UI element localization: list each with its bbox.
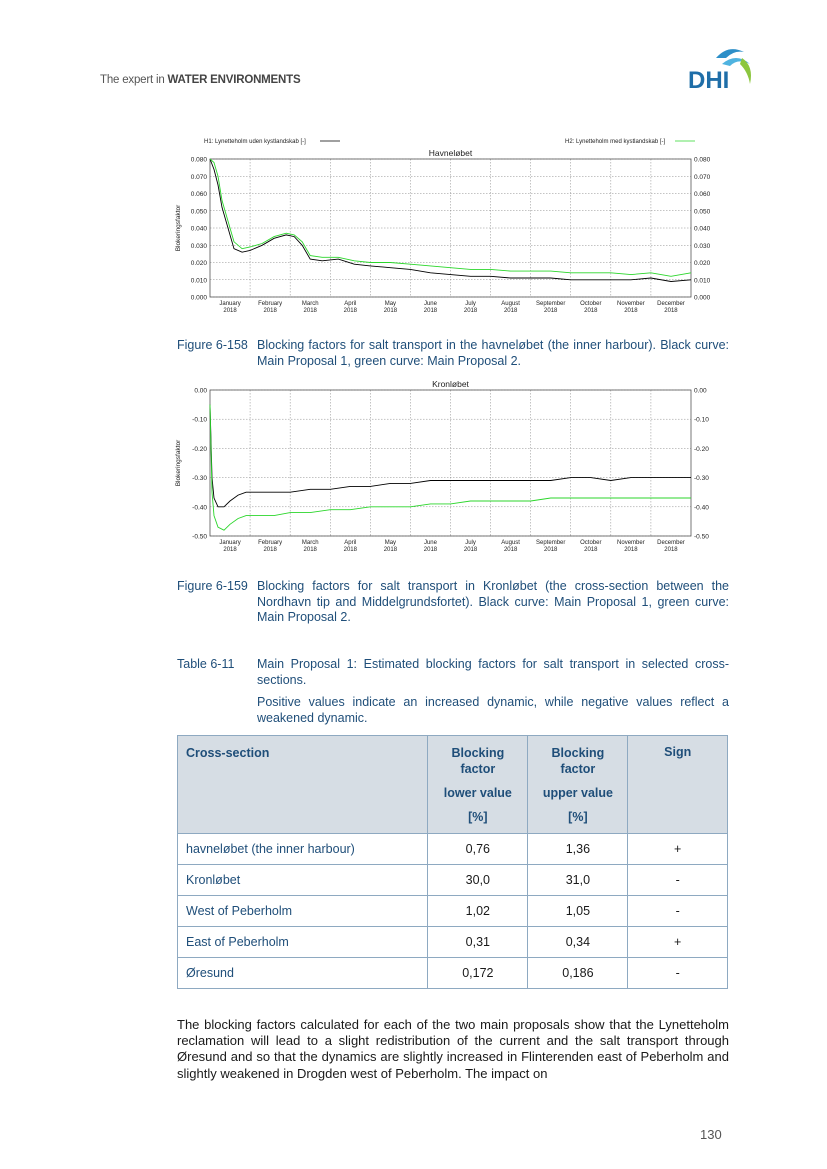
- y-tick-label-right: 0.080: [694, 156, 711, 164]
- x-tick-label-year: 2018: [544, 547, 558, 553]
- figure-caption-158: [177, 338, 729, 369]
- x-tick-label-year: 2018: [263, 308, 277, 314]
- chart-title: Kronløbet: [432, 379, 469, 389]
- header-sign: Sign: [628, 736, 728, 834]
- table-row: havneløbet (the inner harbour) 0,76 1,36 +: [178, 834, 728, 865]
- x-tick-label-month: June: [423, 540, 437, 546]
- y-tick-label-right: 0.050: [694, 208, 711, 216]
- y-tick-label-left: 0.020: [190, 260, 207, 267]
- x-tick-label-year: 2018: [664, 547, 678, 553]
- x-tick-label-year: 2018: [463, 547, 478, 553]
- y-tick-label-right: -0.50: [694, 533, 709, 541]
- x-tick-label-month: November: [617, 301, 645, 307]
- y-tick-label-right: 0.060: [694, 191, 711, 198]
- dhi-logo: [686, 42, 756, 92]
- chart-kronlobet: [170, 372, 730, 560]
- x-tick-label-year: 2018: [423, 547, 438, 553]
- dhi-logo-text: DHI: [688, 67, 730, 92]
- y-tick-label-left: -0.10: [192, 416, 207, 424]
- y-tick-label-right: -0.20: [694, 445, 709, 453]
- caption-text: Blocking factors for salt transport in Kronløbet (the cross-section between the Nordhavn tip and Middelgrundsfortet). Black curve: Main Proposal 1, green curve: Main Proposal 2.: [257, 579, 729, 624]
- x-tick-label-year: 2018: [423, 308, 438, 314]
- x-tick-label-year: 2018: [584, 547, 598, 553]
- caption-note: Positive values indicate an increased dynamic, while negative values reflect a weakened dynamic.: [257, 695, 729, 725]
- caption-number: Figure 6-158: [177, 338, 248, 352]
- page-number: 130: [700, 1127, 722, 1142]
- x-tick-label-month: May: [384, 301, 397, 307]
- y-tick-label-right: -0.30: [694, 475, 709, 483]
- x-tick-label-year: 2018: [624, 308, 638, 314]
- x-tick-label-year: 2018: [223, 308, 237, 314]
- blocking-factor-table: [177, 735, 728, 989]
- x-tick-label-month: July: [465, 301, 476, 307]
- table-header-row: [178, 736, 728, 834]
- x-tick-label-month: April: [344, 301, 357, 307]
- y-tick-label-right: 0.070: [694, 173, 711, 181]
- y-tick-label-left: 0.030: [190, 242, 207, 250]
- header-tagline: The expert in WATER ENVIRONMENTS: [100, 74, 301, 86]
- x-tick-label-year: 2018: [223, 547, 237, 553]
- x-tick-label-year: 2018: [343, 308, 357, 314]
- caption-text: Blocking factors for salt transport in the havneløbet (the inner harbour). Black curve: Main Proposal 1, green curve: Main Proposal 2.: [257, 338, 729, 368]
- y-tick-label-left: 0.080: [190, 156, 207, 164]
- header-lower-value: Blocking factor lower value [%]: [428, 736, 528, 834]
- x-tick-label-month: July: [465, 540, 476, 546]
- y-axis-label: Blokeringsfaktor: [175, 204, 182, 252]
- y-tick-label-left: 0.050: [190, 208, 207, 216]
- header-upper-value: Blocking factor upper value [%]: [528, 736, 628, 834]
- x-tick-label-year: 2018: [383, 547, 398, 553]
- header-tagline-bold: WATER ENVIRONMENTS: [167, 74, 301, 86]
- y-tick-label-left: -0.40: [192, 504, 207, 512]
- x-tick-label-year: 2018: [303, 547, 317, 553]
- x-tick-label-year: 2018: [624, 547, 638, 553]
- y-tick-label-right: 0.010: [694, 277, 711, 285]
- x-tick-label-year: 2018: [584, 308, 598, 314]
- caption-number: Table 6-11: [177, 657, 235, 671]
- y-tick-label-left: 0.000: [190, 294, 207, 302]
- y-axis-label: Blokeringsfaktor: [175, 439, 182, 487]
- x-tick-label-year: 2018: [664, 308, 678, 314]
- chart-title: Havneløbet: [428, 148, 473, 158]
- x-tick-label-month: April: [344, 540, 357, 546]
- x-tick-label-month: February: [258, 540, 283, 546]
- x-tick-label-month: November: [617, 540, 645, 546]
- y-tick-label-left: 0.060: [190, 191, 207, 198]
- table-row: East of Peberholm 0,31 0,34 +: [178, 927, 728, 958]
- chart-havnelobet-svg: [170, 132, 730, 328]
- y-tick-label-right: 0.040: [694, 225, 711, 233]
- x-tick-label-year: 2018: [263, 547, 277, 553]
- legend-left: H1: Lynetteholm uden kystlandskab [-]: [204, 139, 306, 145]
- x-tick-label-year: 2018: [303, 308, 317, 314]
- y-tick-label-left: 0.070: [190, 173, 207, 181]
- x-tick-label-month: January: [219, 301, 241, 307]
- y-tick-label-right: 0.020: [694, 260, 711, 267]
- x-tick-label-month: March: [301, 540, 319, 546]
- y-tick-label-right: -0.10: [694, 416, 709, 424]
- header-cross-section: Cross-section: [178, 736, 428, 834]
- x-tick-label-month: August: [501, 301, 520, 307]
- table-row: Øresund 0,172 0,186 -: [178, 958, 728, 989]
- table-row: Kronløbet 30,0 31,0 -: [178, 865, 728, 896]
- x-tick-label-month: September: [536, 540, 566, 546]
- x-tick-label-month: February: [258, 301, 283, 307]
- body-paragraph: The blocking factors calculated for each of the two main proposals show that the Lynetteholm reclamation will lead to a slight redistribution of the current and the salt transport through Øresund and so that the dynamics are slightly increased in Flinterenden east of Peberholm and slightly weakened in Drogden west of Peberholm. The impact on: [177, 1017, 729, 1081]
- x-tick-label-month: January: [219, 540, 241, 546]
- caption-text: Main Proposal 1: Estimated blocking factors for salt transport in selected cross-sections.: [257, 657, 729, 687]
- caption-number: Figure 6-159: [177, 579, 248, 593]
- figure-caption-159: [177, 579, 729, 626]
- chart-havnelobet: [170, 132, 730, 328]
- chart-kronlobet-svg: [170, 372, 730, 560]
- y-tick-label-left: 0.00: [194, 387, 207, 395]
- x-tick-label-month: September: [536, 301, 566, 307]
- x-tick-label-month: October: [580, 540, 602, 546]
- y-tick-label-right: 0.030: [694, 242, 711, 250]
- x-tick-label-year: 2018: [503, 308, 518, 314]
- x-tick-label-year: 2018: [463, 308, 478, 314]
- x-tick-label-month: December: [657, 301, 685, 307]
- table-caption: [177, 657, 729, 726]
- y-tick-label-left: 0.040: [190, 225, 207, 233]
- x-tick-label-month: August: [501, 540, 520, 546]
- x-tick-label-month: December: [657, 540, 685, 546]
- x-tick-label-year: 2018: [383, 308, 398, 314]
- x-tick-label-month: May: [384, 540, 397, 546]
- y-tick-label-right: 0.000: [694, 294, 711, 302]
- x-tick-label-year: 2018: [503, 547, 518, 553]
- y-tick-label-left: 0.010: [190, 277, 207, 285]
- legend-right: H2: Lynetteholm med kystlandskab [-]: [565, 139, 666, 145]
- y-tick-label-left: -0.20: [192, 445, 207, 453]
- y-tick-label-right: -0.40: [694, 504, 709, 512]
- y-tick-label-right: 0.00: [694, 387, 707, 395]
- x-tick-label-year: 2018: [544, 308, 558, 314]
- y-tick-label-left: -0.50: [192, 533, 207, 541]
- x-tick-label-month: October: [580, 301, 602, 307]
- y-tick-label-left: -0.30: [192, 475, 207, 483]
- series-line-black: [210, 405, 691, 507]
- x-tick-label-month: June: [423, 301, 437, 307]
- x-tick-label-year: 2018: [343, 547, 357, 553]
- x-tick-label-month: March: [301, 301, 319, 307]
- table-row: West of Peberholm 1,02 1,05 -: [178, 896, 728, 927]
